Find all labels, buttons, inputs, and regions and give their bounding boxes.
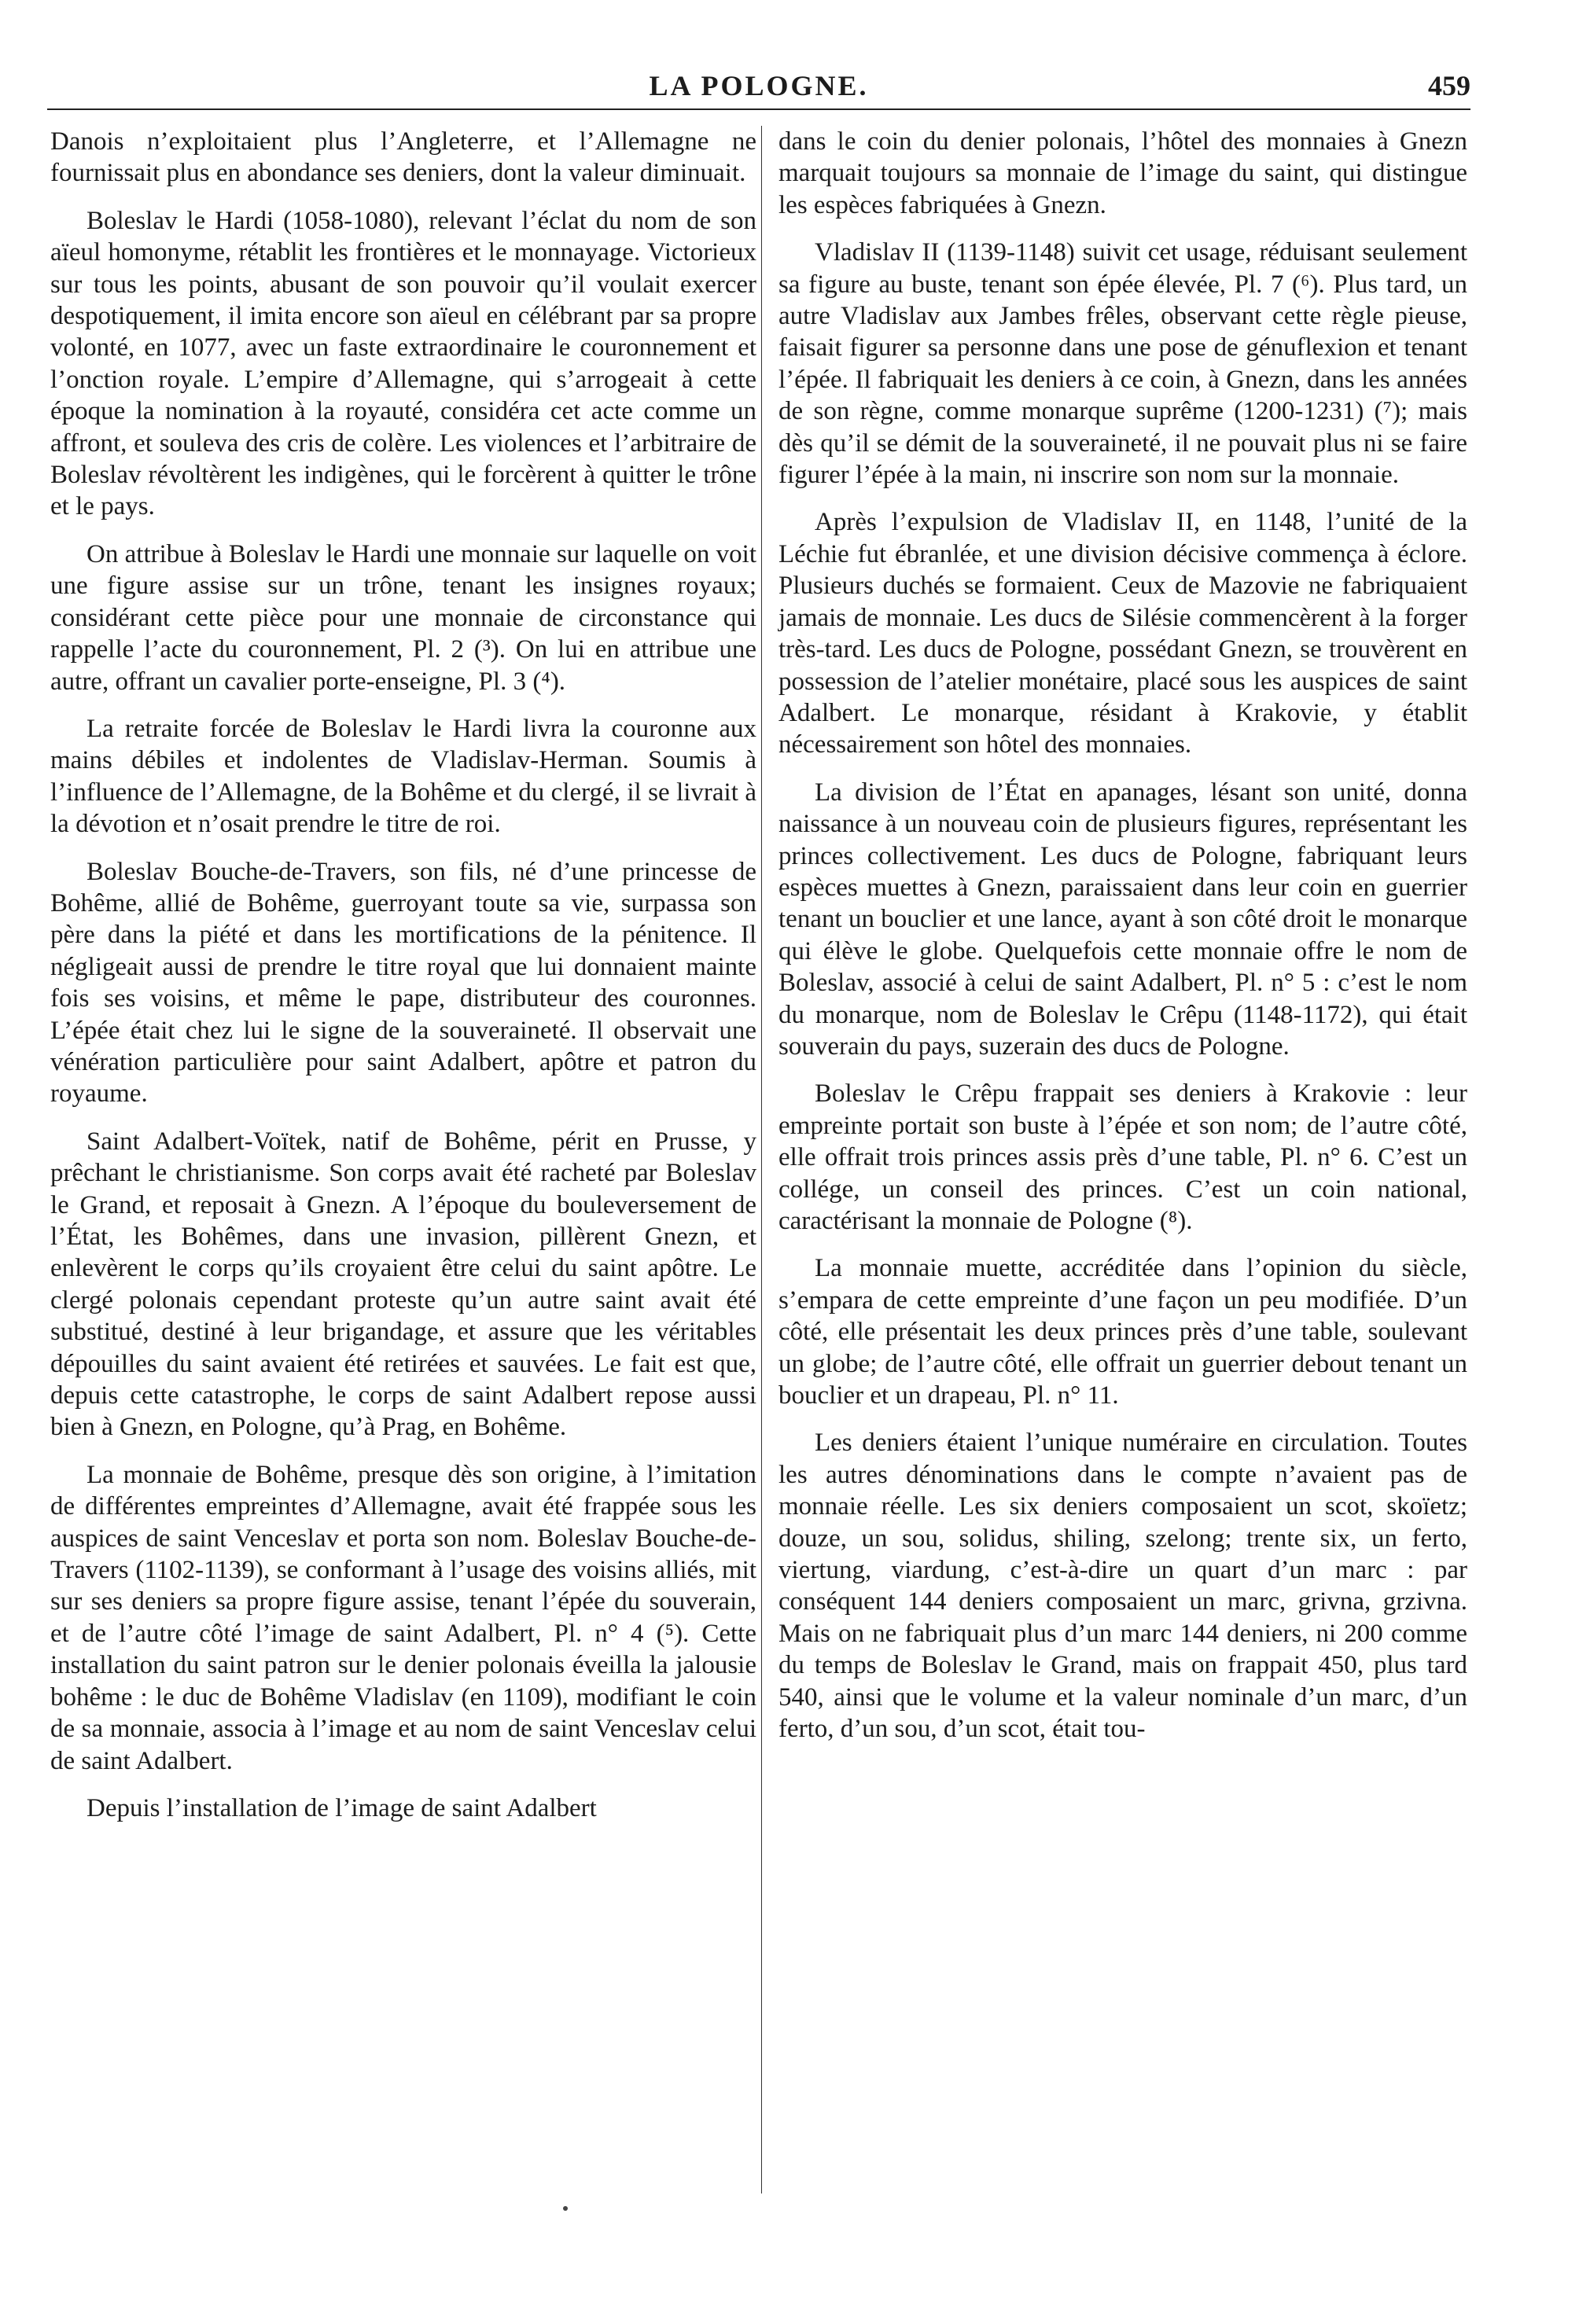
paragraph: On attribue à Boleslav le Hardi une monnaie sur laquelle on voit une figure assise sur un trône, tenant les insignes royaux; considérant cette pièce pour une monnaie de circonstance qui rappelle l’acte du couronnement, Pl. 2 (³). On lui en attribue une autre, offrant un cavalier porte-enseigne, Pl. 3 (⁴).	[50, 539, 756, 696]
paragraph: Danois n’exploitaient plus l’Angleterre, et l’Allemagne ne fournissait plus en abondance ses deniers, dont la valeur diminuait.	[50, 127, 756, 188]
paragraph: La monnaie de Bohême, presque dès son origine, à l’imitation de différentes empreintes d’Allemagne, avait été frappée sous les auspices de saint Venceslav et porta son nom. Boleslav Bouche-de-Travers (1102-1139), se conformant à l’usage des voisins alliés, mit sur ses deniers sa propre figure assise, tenant l’épée du souverain, et de l’autre côté l’image de saint Adalbert, Pl. n° 4 (⁵). Cette installation du saint patron sur le denier polonais éveilla la jalousie bohême : le duc de Bohême Vladislav (en 1109), modifiant le coin de sa monnaie, associa à l’image et au nom de saint Venceslav celui de saint Adalbert.	[50, 1460, 756, 1775]
running-title: LA POLOGNE.	[649, 70, 869, 101]
paragraph: dans le coin du denier polonais, l’hôtel des monnaies à Gnezn marquait toujours sa monnaie de l’image du saint, qui distingue les espèces fabriquées à Gnezn.	[778, 127, 1467, 219]
paragraph: La division de l’État en apanages, lésant son unité, donna naissance à un nouveau coin de plusieurs figures, représentant les princes collectivement. Les ducs de Pologne, fabriquant leurs espèces muettes à Gnezn, paraissaient dans leur coin en guerrier tenant un bouclier et une lance, ayant à son côté droit le monarque qui élève le globe. Quelquefois cette monnaie offre le nom de Boleslav, associé à celui de saint Adalbert, Pl. n° 5 : c’est le nom du monarque, nom de Boleslav le Crêpu (1148-1172), qui était souverain du pays, suzerain des ducs de Pologne.	[778, 778, 1467, 1061]
right-column	[778, 126, 1467, 1761]
paragraph: Boleslav le Hardi (1058-1080), relevant l’éclat du nom de son aïeul homonyme, rétablit les frontières et le monnayage. Victorieux sur tous les points, abusant de son pouvoir qu’il voulait exercer despotiquement, il imita encore son aïeul en célébrant par sa propre volonté, en 1077, avec un faste extraordinaire le couronnement et l’onction royale. L’empire d’Allemagne, qui s’arrogeait à cette époque la nomination à la royauté, considéra cet acte comme un affront, et souleva des cris de colère. Les violences et l’arbitraire de Boleslav révoltèrent les indigènes, qui le forcèrent à quitter le trône et le pays.	[50, 206, 756, 521]
paragraph: Vladislav II (1139-1148) suivit cet usage, réduisant seulement sa figure au buste, tenant son épée élevée, Pl. 7 (⁶). Plus tard, un autre Vladislav aux Jambes frêles, observant cette règle pieuse, faisait figurer sa personne dans une pose de génuflexion et tenant l’épée. Il fabriquait les deniers à ce coin, à Gnezn, dans les années de son règne, comme monarque suprême (1200-1231) (⁷); mais dès qu’il se démit de la souveraineté, il ne pouvait plus ni se faire figurer l’épée à la main, ni inscrire son nom sur la monnaie.	[778, 238, 1467, 490]
signature-mark	[563, 2206, 568, 2211]
paragraph: Depuis l’installation de l’image de saint Adalbert	[86, 1793, 597, 1822]
paragraph: La retraite forcée de Boleslav le Hardi livra la couronne aux mains débiles et indolentes de Vladislav-Herman. Soumis à l’influence de l’Allemagne, de la Bohême et du clergé, il se livrait à la dévotion et n’osait prendre le titre de roi.	[50, 714, 756, 839]
paragraph: Les deniers étaient l’unique numéraire en circulation. Toutes les autres dénominations dans le compte n’avaient pas de monnaie réelle. Les six deniers composaient un scot, skoïetz; douze, un sou, solidus, shiling, szelong; trente six, un ferto, viertung, viardung, c’est-à-dire un quart d’un marc : par conséquent 144 deniers composaient un marc, grivna, grzivna. Mais on ne fabriquait plus d’un marc 144 deniers, ni 200 comme du temps de Boleslav le Grand, mais on frappait 450, plus tard 540, ainsi que le volume et la valeur nominale d’un marc, d’un ferto, d’un sou, d’un scot, était tou-	[778, 1429, 1467, 1744]
page-number: 459	[1428, 70, 1470, 101]
paragraph: La monnaie muette, accréditée dans l’opinion du siècle, s’empara de cette empreinte d’une façon un peu modifiée. D’un côté, elle présentait les deux princes près d’une table, soulevant un globe; de l’autre côté, elle offrait un guerrier debout tenant un bouclier et un drapeau, Pl. n° 11.	[778, 1254, 1467, 1410]
column-divider	[761, 126, 762, 2193]
paragraph: Après l’expulsion de Vladislav II, en 1148, l’unité de la Léchie fut ébranlée, et une division décisive commença à éclore. Plusieurs duchés se formaient. Ceux de Mazovie ne fabriquaient jamais de monnaie. Les ducs de Silésie commencèrent à la forger très-tard. Les ducs de Pologne, possédant Gnezn, se trouvèrent en possession de l’atelier monétaire, placé sous les auspices de saint Adalbert. Le monarque, résidant à Krakovie, y établit nécessairement son hôtel des monnaies.	[778, 508, 1467, 759]
header-rule	[47, 108, 1470, 110]
paragraph: Saint Adalbert-Voïtek, natif de Bohême, périt en Prusse, y prêchant le christianisme. Son corps avait été racheté par Boleslav le Grand, et reposait à Gnezn. A l’époque du bouleversement de l’État, les Bohêmes, dans une invasion, pillèrent Gnezn, et enlevèrent le corps qu’ils croyaient être celui du saint apôtre. Le clergé polonais cependant proteste qu’un autre saint avait été substitué, destiné à leur brigandage, et assure que les véritables dépouilles du saint avaient été retirées et sauvées. Le fait est que, depuis cette catastrophe, le corps de saint Adalbert repose aussi bien à Gnezn, en Pologne, qu’à Prag, en Bohême.	[50, 1127, 756, 1442]
paragraph: Boleslav le Crêpu frappait ses deniers à Krakovie : leur empreinte portait son buste à l’épée et son nom; de l’autre côté, elle offrait trois princes assis près d’une table, Pl. n° 6. C’est un collége, un conseil des princes. C’est un coin national, caractérisant la monnaie de Pologne (⁸).	[778, 1079, 1467, 1235]
page-header	[47, 63, 1470, 110]
paragraph: Boleslav Bouche-de-Travers, son fils, né d’une princesse de Bohême, allié de Bohême, guerroyant toute sa vie, surpassa son père dans la piété et dans les mortifications de la pénitence. Il négligeait aussi de prendre le titre royal que lui donnaient mainte fois ses voisins, et même le pape, distributeur des couronnes. L’épée était chez lui le signe de la souveraineté. Il observait une vénération particulière pour saint Adalbert, apôtre et patron du royaume.	[50, 857, 756, 1109]
left-column	[50, 126, 756, 1840]
